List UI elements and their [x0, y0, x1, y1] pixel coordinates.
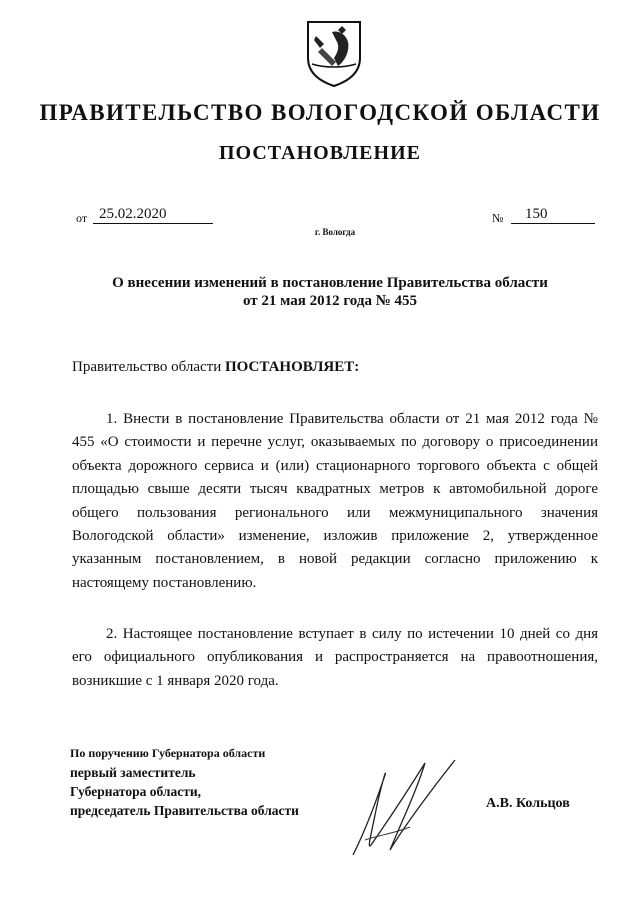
document-type: ПОСТАНОВЛЕНИЕ [219, 142, 421, 164]
handwritten-signature [345, 755, 465, 865]
signatory-line-2: первый заместитель [70, 765, 196, 780]
signatory-title [70, 744, 299, 820]
paragraph-2: 2. Настоящее постановление вступает в силу по истечении 10 дней со дня его официального опубликования и распространяется на правоотношения, возникшие с 1 января 2020 года. [72, 626, 598, 689]
organization-title: ПРАВИТЕЛЬСТВО ВОЛОГОДСКОЙ ОБЛАСТИ [39, 100, 601, 125]
city-label: г. Вологда [314, 227, 356, 237]
heading-line-2: от 21 мая 2012 года № 455 [242, 293, 418, 309]
paragraph-1: 1. Внести в постановление Правительства области от 21 мая 2012 года № 455 «О стоимости и перечне услуг, оказываемых по договору о присоединении объекта дорожного сервиса и (или) стационарного торгового объекта с общей площадью свыше десяти тысяч квадратных метров к автомобильной дороге общего пользования регионального или межмуниципального значения Вологодской области» изменение, изложив приложение 2, утвержденное указанным постановлением, в новой редакции согласно приложению к настоящему постановлению. [72, 411, 598, 591]
heading-line-1: О внесении изменений в постановление Правительства области [112, 275, 548, 291]
preamble [72, 359, 359, 376]
signatory-line-3: Губернатора области, [70, 784, 201, 799]
date-label: от [76, 211, 88, 225]
document-number: 150 [511, 205, 595, 224]
number-label: № [492, 211, 504, 225]
document-heading [60, 274, 600, 310]
preamble-decree-word: ПОСТАНОВЛЯЕТ: [224, 359, 360, 375]
preamble-text: Правительство области [72, 359, 225, 375]
signatory-line-4: председатель Правительства области [70, 803, 299, 818]
signatory-line-1: По поручению Губернатора области [70, 746, 266, 760]
signer-name: А.В. Кольцов [486, 796, 570, 811]
document-date: 25.02.2020 [93, 205, 213, 224]
vologda-coat-of-arms-icon [302, 18, 366, 88]
